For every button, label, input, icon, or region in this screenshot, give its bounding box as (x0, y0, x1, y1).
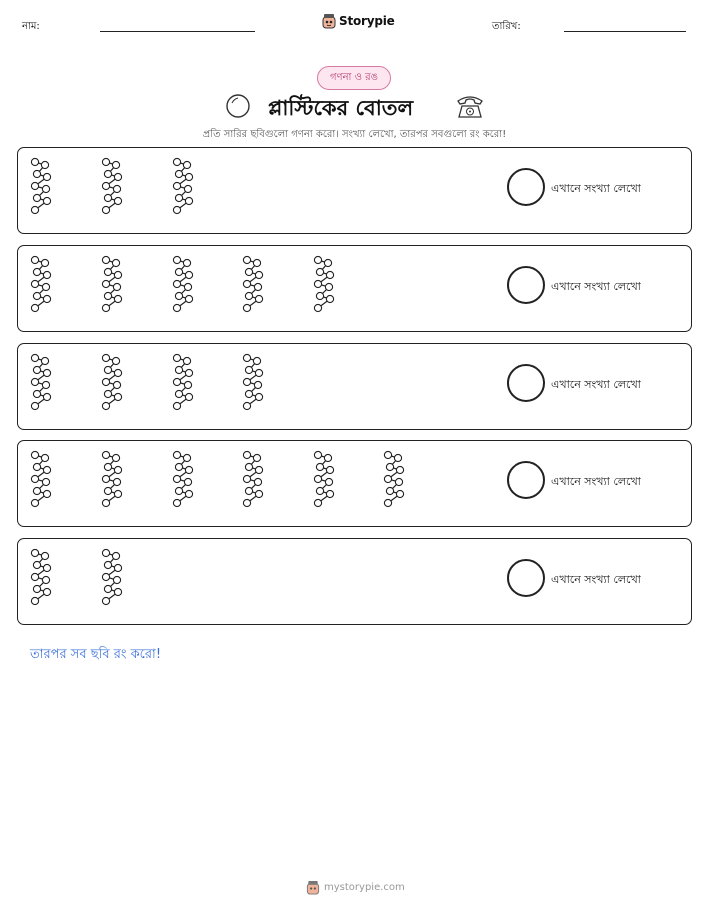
title-row (0, 92, 709, 122)
molecule-chain-icon (312, 449, 338, 511)
counting-row (17, 147, 692, 234)
category-badge: গণনা ও রঙ (317, 66, 391, 90)
answer-label: এখানে সংখ্যা লেখো (551, 573, 641, 586)
name-label: নাম: (22, 21, 40, 32)
molecule-chain-icon (29, 352, 55, 414)
date-field-line[interactable] (564, 31, 686, 32)
molecule-chain-icon (171, 254, 197, 316)
molecule-chain-icon (312, 254, 338, 316)
molecule-chain-icon (100, 254, 126, 316)
counting-row (17, 245, 692, 332)
molecule-chain-icon (241, 352, 267, 414)
counting-row (17, 538, 692, 625)
answer-circle[interactable] (507, 168, 545, 206)
telephone-icon (455, 92, 485, 120)
answer-label: এখানে সংখ্যা লেখো (551, 475, 641, 488)
name-field-line[interactable] (100, 31, 255, 32)
molecule-chain-icon (100, 156, 126, 218)
molecule-chain-icon (241, 254, 267, 316)
answer-circle[interactable] (507, 461, 545, 499)
page-title: প্লাস্টিকের বোতল (268, 96, 414, 120)
molecule-chain-icon (241, 449, 267, 511)
storypie-mascot-icon (322, 13, 336, 29)
molecule-chain-icon (29, 156, 55, 218)
brand-name: Storypie (339, 14, 395, 28)
brand-logo (322, 13, 395, 29)
molecule-chain-icon (29, 547, 55, 609)
molecule-chain-icon (100, 547, 126, 609)
site-footer (306, 880, 405, 895)
molecule-chain-icon (171, 352, 197, 414)
molecule-chain-icon (29, 254, 55, 316)
bubble-icon (225, 93, 251, 119)
molecule-chain-icon (382, 449, 408, 511)
molecule-chain-icon (171, 449, 197, 511)
molecule-chain-icon (100, 352, 126, 414)
answer-label: এখানে সংখ্যা লেখো (551, 280, 641, 293)
date-label: তারিখ: (492, 21, 521, 32)
answer-circle[interactable] (507, 559, 545, 597)
answer-circle[interactable] (507, 364, 545, 402)
storypie-mascot-icon (306, 880, 320, 895)
molecule-chain-icon (29, 449, 55, 511)
counting-row (17, 343, 692, 430)
counting-row (17, 440, 692, 527)
molecule-chain-icon (171, 156, 197, 218)
answer-label: এখানে সংখ্যা লেখো (551, 182, 641, 195)
answer-label: এখানে সংখ্যা লেখো (551, 378, 641, 391)
answer-circle[interactable] (507, 266, 545, 304)
color-instruction: তারপর সব ছবি রং করো! (30, 647, 162, 662)
molecule-chain-icon (100, 449, 126, 511)
site-url: mystorypie.com (324, 882, 405, 893)
instructions: প্রতি সারির ছবিগুলো গণনা করো। সংখ্যা লেখো, তারপর সবগুলো রং করো! (202, 129, 507, 140)
